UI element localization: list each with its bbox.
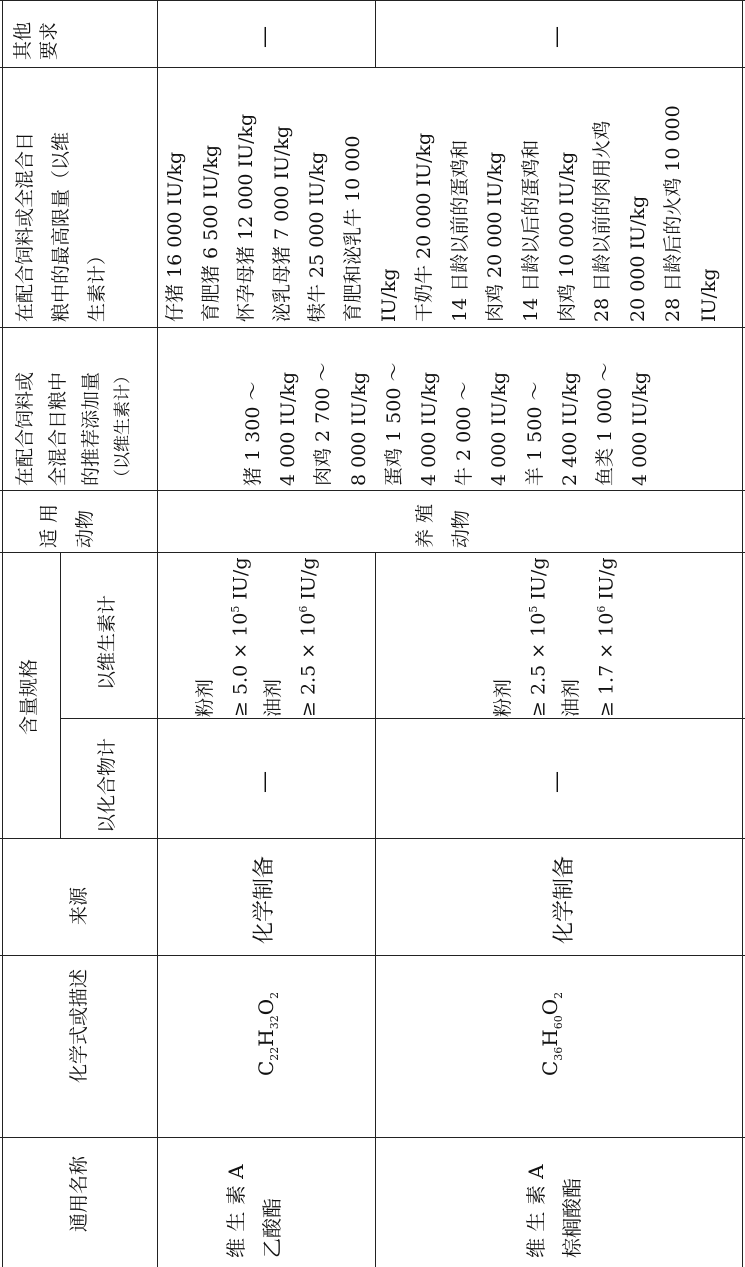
animals-line: 养 殖	[414, 503, 436, 548]
row-divider	[0, 955, 745, 956]
spec-powder-label: 粉剂	[194, 678, 216, 717]
cell-line: 肉鸡 10 000 IU/kg	[555, 151, 578, 322]
formula-element: C	[254, 1060, 278, 1076]
formula-element: H	[538, 1029, 562, 1047]
formula-subscript: 36	[552, 1046, 565, 1061]
row-divider	[0, 552, 745, 553]
cell-line: 育肥猪 6 500 IU/kg	[199, 144, 222, 322]
cell-line: 鱼类 1 000 ～	[594, 362, 616, 486]
header-max-limit-line: 粮中的最高限量（以维	[50, 131, 72, 322]
name-line: 维 生 素 A	[224, 1164, 248, 1258]
header-other-line: 其他	[12, 21, 34, 60]
row1-spec-compound: —	[252, 771, 277, 793]
cell-line: 20 000 IU/kg	[626, 195, 649, 322]
spec-value: ≥ 2.5 × 10	[297, 612, 320, 717]
spec-value: ≥ 2.5 × 10	[527, 612, 550, 717]
table-border-right	[742, 0, 743, 1267]
cell-line: 28 日龄后的火鸡 10 000	[662, 105, 685, 322]
header-recommended-line: （以维生素计）	[113, 367, 133, 486]
cell-line: 羊 1 500 ～	[523, 381, 546, 486]
cell-line: IU/kg	[698, 268, 720, 322]
header-recommended-line: 在配合饲料或	[14, 371, 36, 486]
row-divider	[60, 718, 745, 719]
header-name: 通用名称	[68, 1155, 90, 1232]
cell-line: 猪 1 300 ～	[242, 381, 264, 486]
formula-element: O	[538, 998, 562, 1016]
formula-subscript: 60	[552, 1015, 565, 1030]
spec-unit: IU/g	[229, 557, 252, 606]
cell-line: 犊牛 25 000 IU/kg	[306, 151, 329, 322]
header-recommended-line: 全混合日粮中	[47, 371, 69, 486]
spec-powder-value	[230, 558, 250, 717]
spec-unit: IU/g	[595, 557, 618, 606]
spec-oil-label: 油剂	[262, 678, 284, 717]
header-recommended-line: 的推荐添加量	[80, 371, 102, 486]
header-source: 来源	[68, 886, 90, 925]
cell-line: 肉鸡 2 700 ～	[312, 362, 335, 486]
spec-exponent: 5	[527, 605, 540, 613]
cell-line: 蛋鸡 1 500 ～	[382, 362, 405, 486]
spec-oil-value	[596, 558, 616, 717]
row-divider	[0, 327, 745, 328]
cell-line: 8 000 IU/kg	[347, 371, 370, 486]
formula-subscript: 2	[552, 991, 565, 999]
animals-line: 动物	[450, 509, 472, 548]
spec-powder-label: 粉剂	[492, 678, 514, 717]
spec-value: ≥ 1.7 × 10	[595, 612, 618, 717]
row-divider	[0, 838, 745, 839]
cell-line: 4 000 IU/kg	[629, 371, 652, 486]
row-divider	[0, 490, 745, 491]
cell-line: 4 000 IU/kg	[277, 371, 300, 486]
formula-subscript: 32	[268, 1015, 281, 1030]
cell-line: 干奶牛 20 000 IU/kg	[413, 132, 436, 322]
spec-unit: IU/g	[297, 557, 320, 606]
formula-subscript: 2	[268, 991, 281, 999]
cell-line: IU/kg	[377, 268, 400, 322]
cell-line: 4 000 IU/kg	[418, 371, 440, 486]
formula-subscript: 22	[268, 1046, 281, 1061]
name-line: 棕榈酸酯	[560, 1178, 584, 1258]
cell-line: 4 000 IU/kg	[488, 371, 511, 486]
header-spec-vitamin: 以维生素计	[96, 594, 118, 690]
header-max-limit-line: 生素计）	[86, 245, 108, 322]
spec-exponent: 6	[595, 605, 608, 613]
spec-oil-value	[298, 558, 318, 717]
header-animals-line: 动物	[74, 509, 96, 548]
header-max-limit-line: 在配合饲料或全混合日	[14, 131, 36, 322]
formula-element: C	[538, 1060, 562, 1076]
cell-line: 泌乳母猪 7 000 IU/kg	[270, 125, 293, 322]
row1-formula	[256, 992, 280, 1076]
spec-value: ≥ 5.0 × 10	[229, 612, 252, 717]
name-line: 维 生 素 A	[524, 1164, 548, 1258]
row2-spec-compound: —	[544, 771, 569, 793]
column-divider	[375, 552, 376, 1267]
cell-line: 14 日龄以前的蛋鸡和	[448, 139, 471, 322]
row2-source: 化学制备	[552, 855, 577, 944]
spec-exponent: 5	[229, 605, 242, 613]
header-spec-compound: 以化合物计	[96, 737, 118, 833]
header-spec-group: 含量规格	[18, 658, 40, 735]
row1-source: 化学制备	[252, 855, 277, 944]
spec-powder-value	[528, 558, 548, 717]
header-other-line: 要求	[38, 21, 60, 60]
row2-formula	[540, 992, 564, 1076]
name-line: 乙酸酯	[260, 1198, 284, 1258]
header-formula: 化学式或描述	[68, 968, 90, 1083]
formula-element: O	[254, 998, 278, 1016]
row2-other: —	[544, 26, 569, 48]
cell-line: 牛 2 000 ～	[453, 381, 476, 486]
row-divider	[0, 67, 745, 68]
table-border-top	[0, 0, 745, 1]
column-divider	[157, 0, 158, 1267]
cell-line: 28 日龄以前的肉用火鸡	[591, 120, 614, 322]
column-divider	[60, 552, 61, 838]
cell-line: 肉鸡 20 000 IU/kg	[484, 151, 507, 322]
header-animals-line: 适 用	[38, 503, 60, 548]
spec-oil-label: 油剂	[560, 678, 582, 717]
cell-line: 育肥和泌乳牛 10 000	[342, 135, 364, 322]
spec-unit: IU/g	[527, 557, 550, 606]
cell-line: 2 400 IU/kg	[558, 371, 581, 486]
spec-exponent: 6	[297, 605, 310, 613]
cell-line: 14 日龄以后的蛋鸡和	[520, 139, 542, 322]
cell-line: 仔猪 16 000 IU/kg	[164, 151, 186, 322]
table-border-left	[2, 0, 3, 1267]
column-divider	[375, 0, 376, 67]
cell-line: 怀孕母猪 12 000 IU/kg	[235, 113, 258, 322]
formula-element: H	[254, 1029, 278, 1047]
row-divider	[0, 1137, 745, 1138]
row1-other: —	[252, 26, 277, 48]
